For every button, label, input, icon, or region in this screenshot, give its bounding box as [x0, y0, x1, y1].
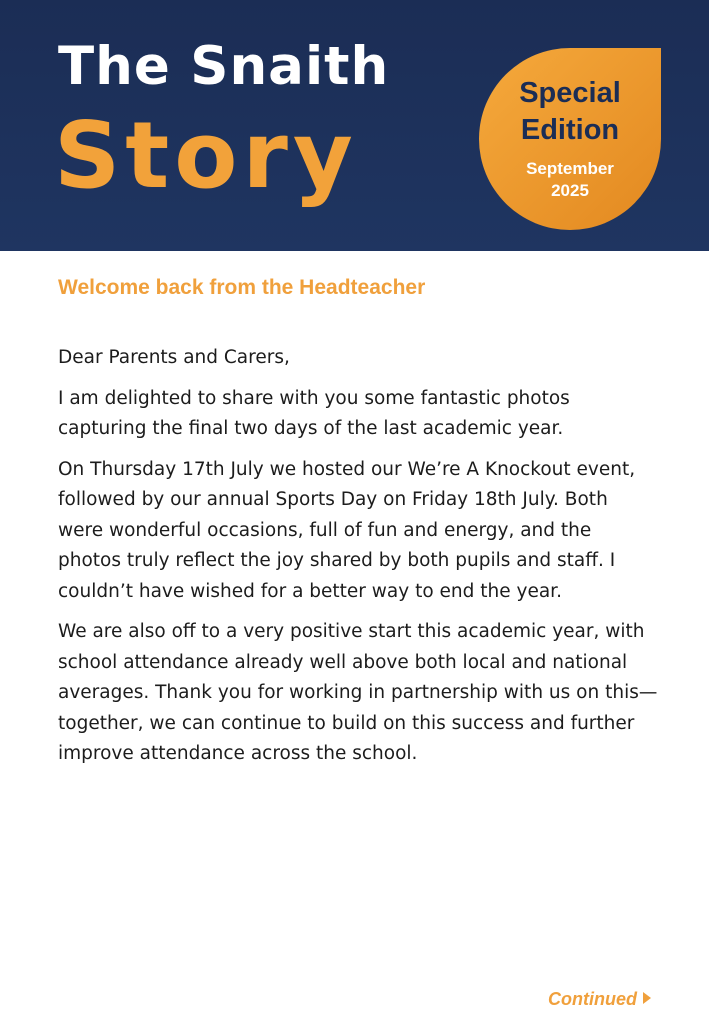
masthead-title-line2: Story [54, 102, 358, 209]
triangle-right-icon [643, 992, 651, 1004]
continued-label: Continued [548, 989, 637, 1009]
paragraph-salutation: Dear Parents and Carers, [58, 347, 290, 368]
section-heading: Welcome back from the Headteacher [58, 276, 426, 299]
masthead [0, 0, 709, 251]
paragraph: I am delighted to share with you some fantastic photos capturing the final two days of the last academic year. [58, 387, 570, 439]
special-edition-badge [479, 48, 661, 230]
continued-link[interactable] [548, 989, 651, 1010]
badge-year-text: 2025 [551, 181, 589, 200]
masthead-title-line1: The Snaith [58, 36, 390, 97]
article-body [58, 343, 658, 780]
badge-special-text: Special [519, 77, 621, 109]
paragraph: We are also off to a very positive start this academic year, with school attendance already well above both local and national averages. Thank you for working in partnership with us on this—together, we can continue to build on this success and further improve attendance across the school. [58, 621, 658, 764]
paragraph: On Thursday 17th July we hosted our We’re A Knockout event, followed by our annual Sports Day on Friday 18th July. Both were wonderful occasions, full of fun and energy, and the photos truly reflect the joy shared by both pupils and staff. I couldn’t have wished for a better way to end the year. [58, 458, 636, 602]
badge-month-text: September [526, 159, 614, 178]
badge-edition-text: Edition [520, 114, 620, 146]
